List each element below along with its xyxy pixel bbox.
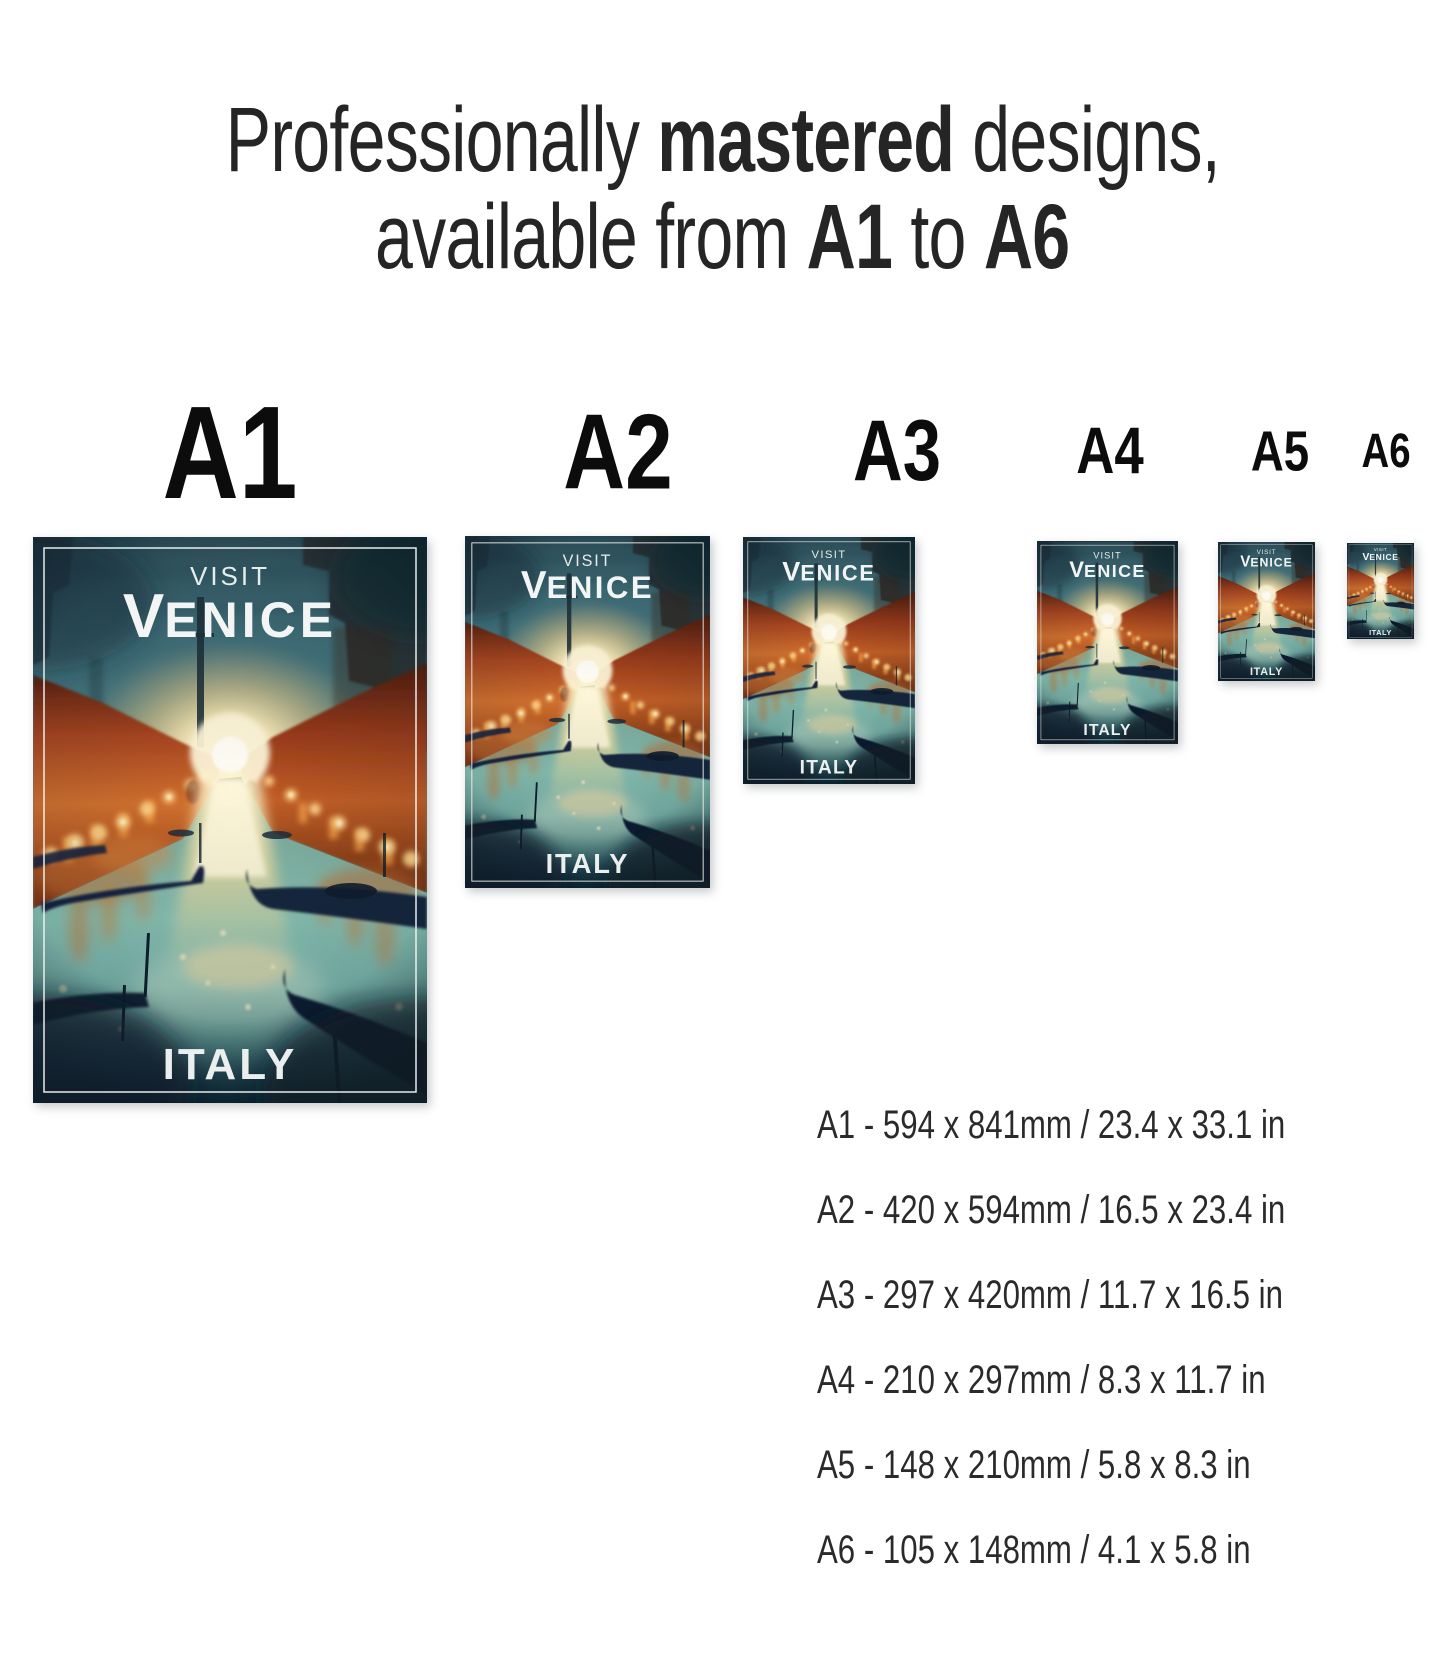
headline	[0, 89, 1445, 288]
headline-text: to	[910, 186, 966, 288]
headline-line-2	[0, 186, 1445, 288]
headline-bold-a6: A6	[984, 186, 1070, 288]
size-label-a1: A1	[162, 379, 298, 526]
size-label-a4: A4	[1076, 413, 1144, 487]
headline-text: available from	[375, 186, 789, 288]
headline-text: Professionally	[225, 89, 639, 191]
poster-a6	[1347, 543, 1414, 639]
poster-a4	[1037, 541, 1178, 744]
size-label-a5: A5	[1250, 419, 1310, 484]
size-label-a6: A6	[1361, 425, 1411, 478]
headline-text: designs,	[971, 89, 1220, 191]
dimension-line-a5: A5 - 148 x 210mm / 5.8 x 8.3 in	[817, 1443, 1251, 1487]
poster-a1	[33, 537, 427, 1103]
dimension-line-a1: A1 - 594 x 841mm / 23.4 x 33.1 in	[817, 1103, 1286, 1147]
poster-a5	[1218, 542, 1315, 681]
poster-a3	[743, 537, 915, 784]
headline-line-1	[0, 89, 1445, 191]
size-label-a3: A3	[853, 403, 941, 499]
dimension-list	[817, 1083, 1417, 1593]
dimension-line-a6: A6 - 105 x 148mm / 4.1 x 5.8 in	[817, 1528, 1251, 1572]
dimension-line-a3: A3 - 297 x 420mm / 11.7 x 16.5 in	[817, 1273, 1283, 1317]
poster-a2	[465, 536, 710, 888]
dimension-line-a2: A2 - 420 x 594mm / 16.5 x 23.4 in	[817, 1188, 1286, 1232]
headline-bold-mastered: mastered	[656, 89, 954, 191]
dimension-line-a4: A4 - 210 x 297mm / 8.3 x 11.7 in	[817, 1358, 1266, 1402]
size-label-a2: A2	[563, 391, 673, 512]
headline-bold-a1: A1	[806, 186, 893, 288]
